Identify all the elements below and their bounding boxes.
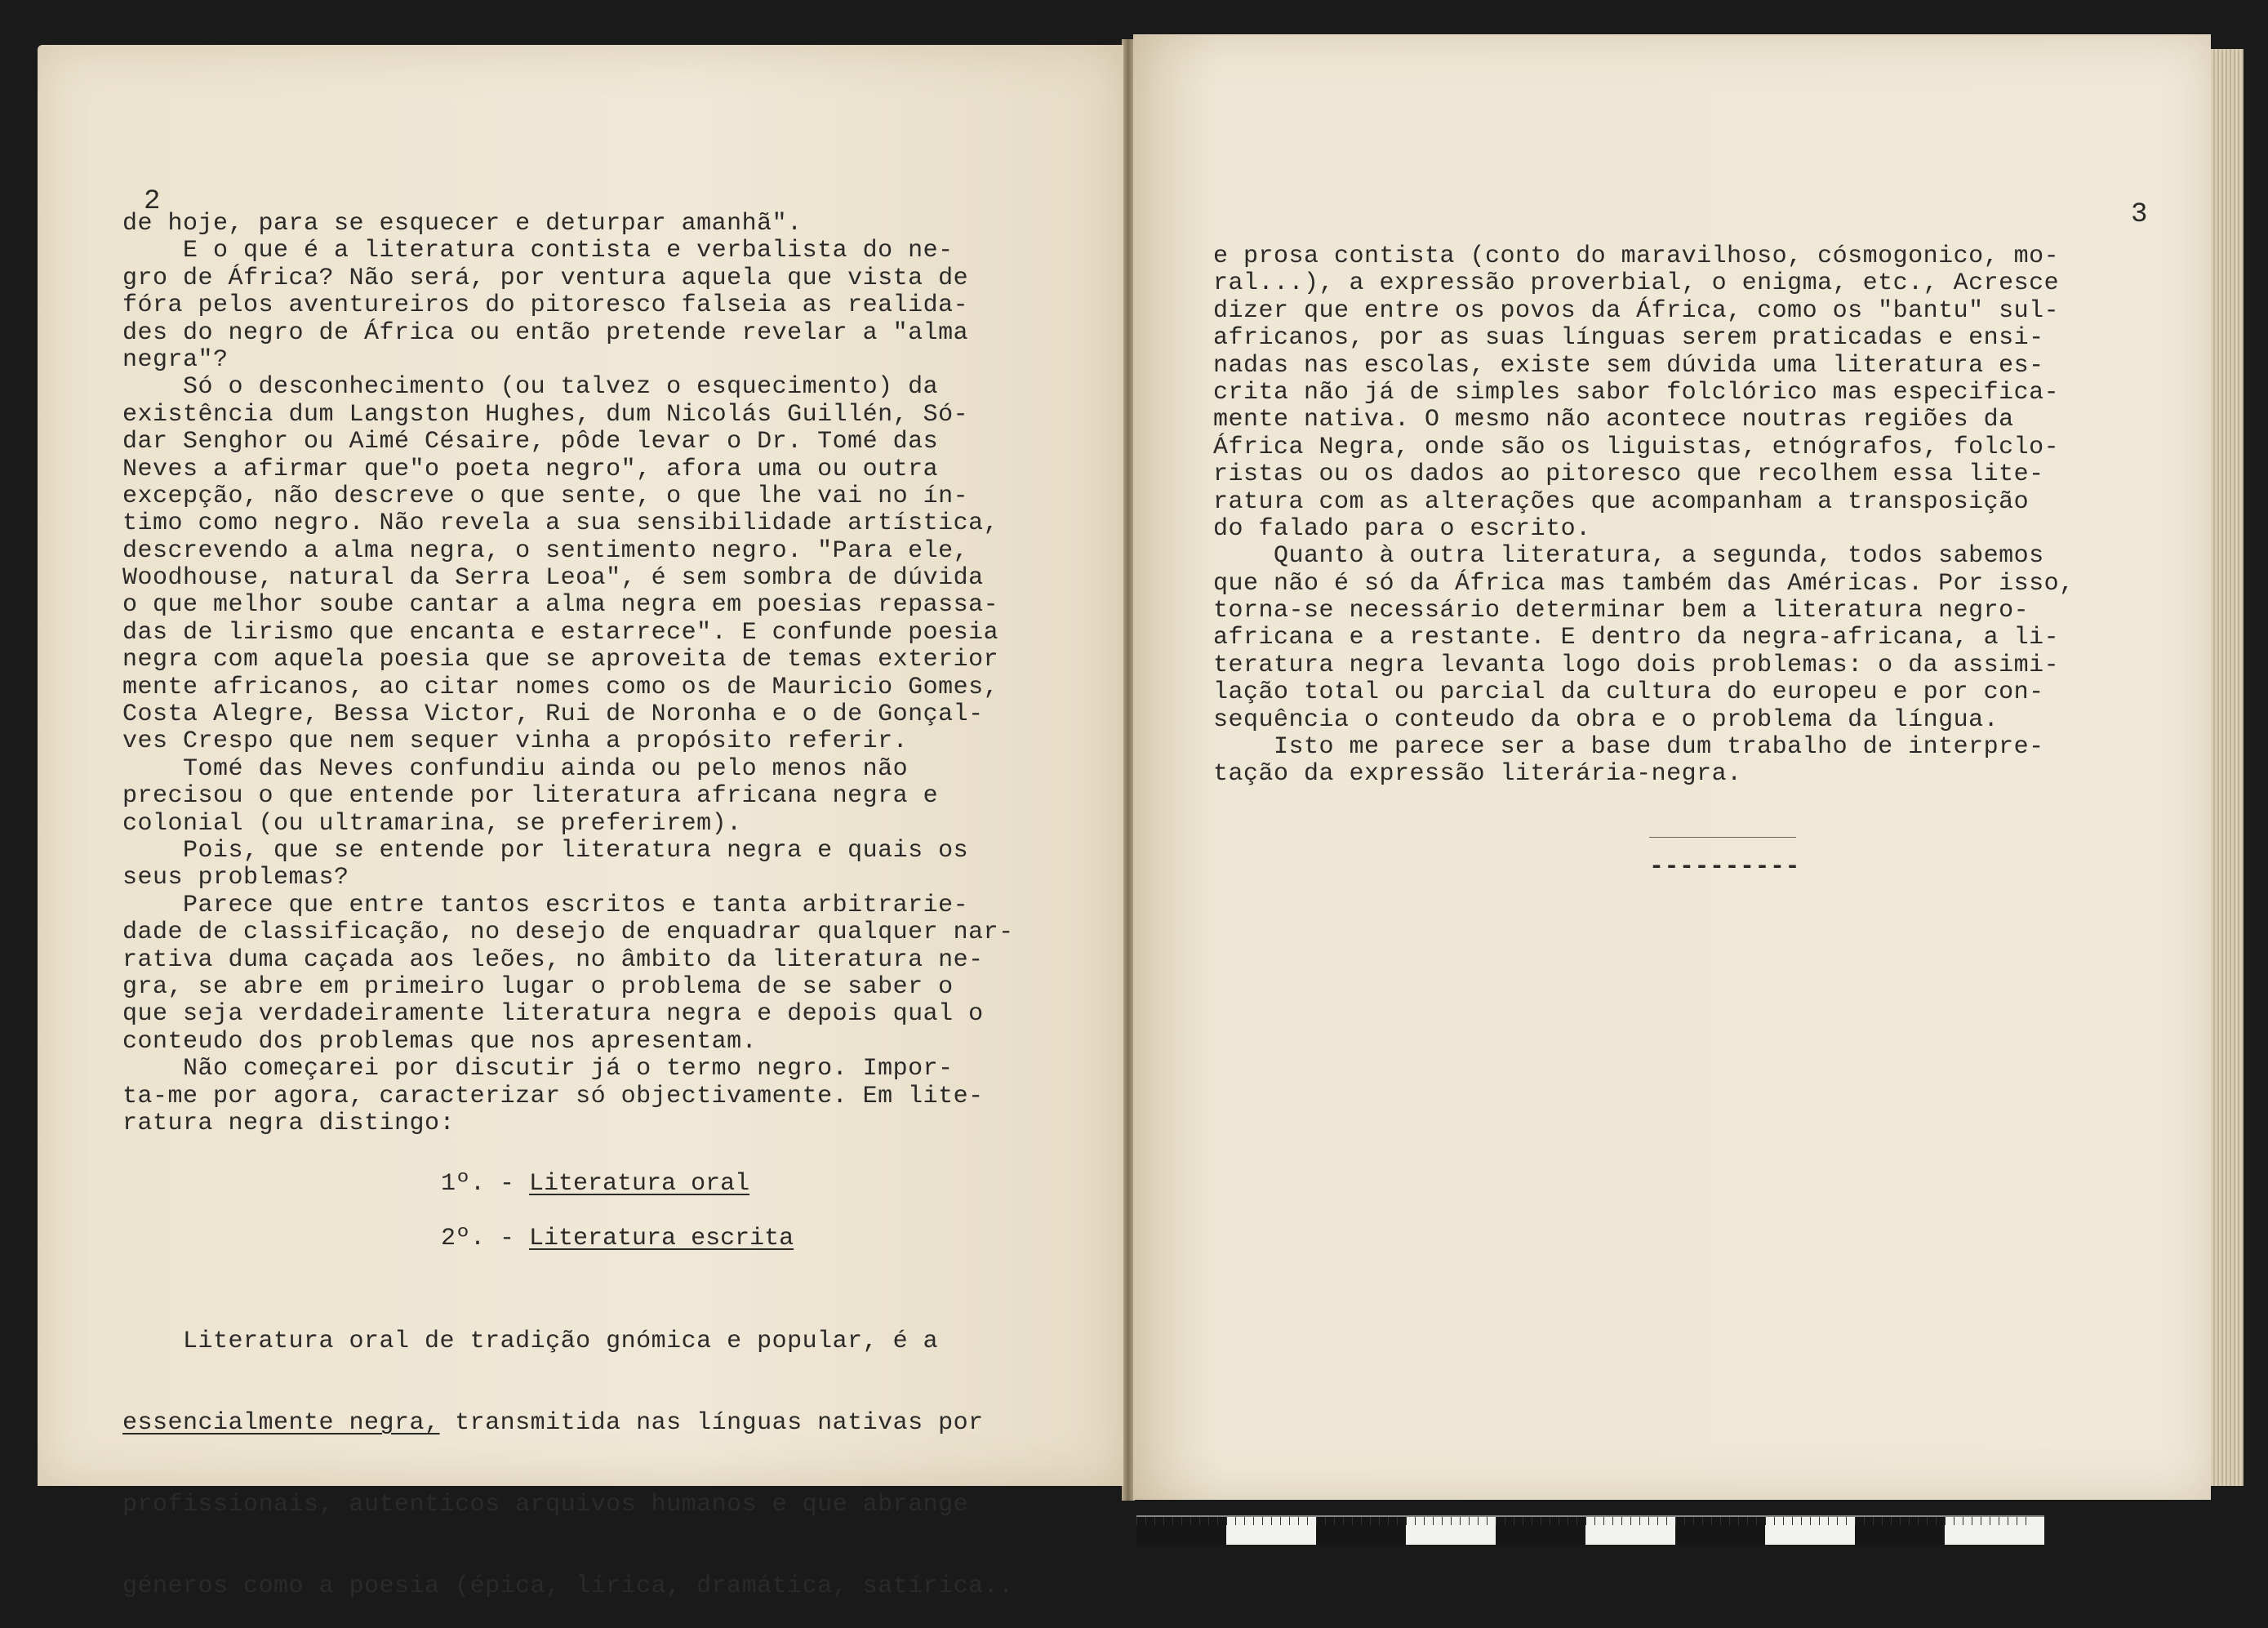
right-page-number: 3 (2131, 199, 2148, 230)
ruler-tick (1792, 1517, 1793, 1525)
text-line: dar Senghor ou Aimé Césaire, pôde levar o Dr. Tomé das (122, 428, 939, 456)
text-line: conteudo dos problemas que nos apresentam. (122, 1027, 758, 1056)
ruler-tick (1136, 1517, 1137, 1525)
ruler-tick (1379, 1517, 1380, 1525)
ruler-tick (1711, 1517, 1712, 1525)
ruler-tick (1900, 1517, 1901, 1525)
text-line: Pois, que se entende por literatura negra e quais os (122, 836, 969, 865)
ruler-tick (1783, 1517, 1784, 1525)
ruler-tick (1172, 1517, 1173, 1525)
ruler-tick (1891, 1517, 1892, 1525)
ruler-tick (1244, 1517, 1245, 1525)
ruler-tick (1487, 1517, 1488, 1525)
ruler-tick (1361, 1517, 1362, 1525)
ruler-tick (1208, 1517, 1209, 1525)
ruler-tick (1469, 1517, 1470, 1525)
ruler-tick (1855, 1517, 1856, 1525)
text-line: géneros como a poesia (épica, lírica, dramática, satírica.. (122, 1572, 1014, 1601)
text-line: africana e a restante. E dentro da negra-africana, a li- (1213, 624, 2060, 652)
ruler-tick (1693, 1517, 1694, 1525)
text-line: africanos, por as suas línguas serem praticadas e ensi- (1213, 324, 2044, 353)
ruler-tick (1352, 1517, 1353, 1525)
text-line: gro de África? Não será, por ventura aquela que vista de (122, 264, 969, 292)
ruler-tick (1612, 1517, 1613, 1525)
ruler-tick (1406, 1517, 1407, 1525)
ruler-tick (1621, 1517, 1622, 1525)
ruler-tick (1370, 1517, 1371, 1525)
ruler-tick (1478, 1517, 1479, 1525)
ruler-tick (1756, 1517, 1757, 1525)
list-item-written (441, 1225, 794, 1252)
ruler-tick (1927, 1517, 1928, 1525)
text-line: E o que é a literatura contista e verbalista do ne- (122, 237, 954, 265)
text-line: que não é só da África mas também das Américas. Por isso, (1213, 569, 2075, 598)
text-line: ristas ou os dados ao pitoresco que recolhem essa lite- (1213, 460, 2044, 489)
ruler-tick (1666, 1517, 1667, 1525)
list-item-number: 1º. - (441, 1170, 530, 1198)
ruler-tick (1702, 1517, 1703, 1525)
ruler-tick (1945, 1517, 1946, 1525)
text-line: Neves a afirmar que"o poeta negro", afora uma ou outra (122, 455, 939, 483)
text-line: Tomé das Neves confundiu ainda ou pelo menos não (122, 754, 909, 783)
ruler-tick (1576, 1517, 1577, 1525)
scale-ruler (1136, 1515, 2044, 1545)
ruler-tick (1828, 1517, 1829, 1525)
text-line: precisou o que entende por literatura africana negra e (122, 782, 939, 811)
text-line: negra"? (122, 345, 229, 374)
ruler-tick (1235, 1517, 1236, 1525)
ruler-tick (1594, 1517, 1595, 1525)
ruler-tick (1217, 1517, 1218, 1525)
ruler-tick (1262, 1517, 1263, 1525)
ruler-tick (1226, 1517, 1227, 1525)
separator-rule (1649, 837, 1796, 838)
text-fragment: transmitida nas línguas nativas por (439, 1409, 984, 1438)
text-line: teratura negra levanta logo dois problemas: o da assimi- (1213, 651, 2060, 679)
ruler-tick (1415, 1517, 1416, 1525)
text-line: descrevendo a alma negra, o sentimento negro. "Para ele, (122, 536, 969, 565)
text-line: de hoje, para se esquecer e deturpar amanhã". (122, 210, 803, 238)
text-line: Não começarei por discutir já o termo negro. Impor- (122, 1055, 954, 1083)
ruler-tick (1936, 1517, 1937, 1525)
text-line: Isto me parece ser a base dum trabalho de interpre- (1213, 733, 2044, 762)
ruler-tick (1433, 1517, 1434, 1525)
ruler-tick (1334, 1517, 1335, 1525)
text-line: Parece que entre tantos escritos e tanta arbitrarie- (122, 891, 969, 919)
ruler-tick (1307, 1517, 1308, 1525)
ruler-tick (1280, 1517, 1281, 1525)
ruler-tick (1810, 1517, 1811, 1525)
ruler-tick (1585, 1517, 1586, 1525)
ruler-tick (1765, 1517, 1766, 1525)
ruler-tick (1271, 1517, 1272, 1525)
ruler-tick (1873, 1517, 1874, 1525)
text-line: timo como negro. Não revela a sua sensibilidade artística, (122, 509, 999, 538)
text-line: profissionais, autenticos arquivos humanos e que abrange (122, 1491, 969, 1519)
text-line (122, 1410, 1014, 1437)
text-line: Costa Alegre, Bessa Victor, Rui de Noronha e o de Gonçal- (122, 701, 984, 729)
separator-dashes: ---------- (1649, 853, 1801, 881)
ruler-tick (1630, 1517, 1631, 1525)
text-line: existência dum Langston Hughes, dum Nicolás Guillén, Só- (122, 400, 969, 429)
text-line: mente nativa. O mesmo não acontece noutras regiões da (1213, 406, 2014, 434)
text-line: Só o desconhecimento (ou talvez o esquecimento) da (122, 373, 939, 402)
ruler-tick (1451, 1517, 1452, 1525)
text-line: Woodhouse, natural da Serra Leoa", é sem sombra de dúvida (122, 564, 984, 593)
ruler-tick (1747, 1517, 1748, 1525)
ruler-tick (1181, 1517, 1182, 1525)
left-page-body (122, 211, 1014, 1137)
ruler-tick (1397, 1517, 1398, 1525)
text-line: ral...), a expressão proverbial, o enigma, etc., Acresce (1213, 269, 2060, 298)
text-line: Quanto à outra literatura, a segunda, todos sabemos (1213, 542, 2044, 571)
ruler-tick (1774, 1517, 1775, 1525)
text-line: ves Crespo que nem sequer vinha a propósito referir. (122, 727, 909, 756)
ruler-tick (1424, 1517, 1425, 1525)
text-line: ta-me por agora, caracterizar só objectivamente. Em lite- (122, 1082, 984, 1110)
ruler-tick (1909, 1517, 1910, 1525)
text-line: que seja verdadeiramente literatura negra e depois qual o (122, 1000, 984, 1029)
left-page-number: 2 (144, 186, 161, 217)
ruler-tick (1388, 1517, 1389, 1525)
ruler-tick (1442, 1517, 1443, 1525)
text-line: ratura com as alterações que acompanham a transposição (1213, 487, 2030, 516)
text-line: do falado para o escrito. (1213, 514, 1591, 543)
ruler-tick (1846, 1517, 1847, 1525)
list-item-oral (441, 1170, 749, 1198)
ruler-tick (1603, 1517, 1604, 1525)
ruler-tick (1343, 1517, 1344, 1525)
page-edge-stack (2211, 49, 2244, 1486)
ruler-tick (1657, 1517, 1658, 1525)
text-line: dade de classificação, no desejo de enquadrar qualquer nar- (122, 919, 1014, 947)
ruler-tick (1325, 1517, 1326, 1525)
ruler-tick (1801, 1517, 1802, 1525)
ruler-tick (1837, 1517, 1838, 1525)
ruler-tick (1918, 1517, 1919, 1525)
ruler-tick (1819, 1517, 1820, 1525)
text-line: negra com aquela poesia que se aproveita de temas exterior (122, 646, 999, 674)
text-line: e prosa contista (conto do maravilhoso, cósmogonico, mo- (1213, 242, 2060, 270)
text-line: des do negro de África ou então pretende revelar a "alma (122, 318, 969, 347)
text-line: tação da expressão literária-negra. (1213, 760, 1742, 789)
ruler-tick (1720, 1517, 1721, 1525)
text-line: dizer que entre os povos da África, como os "bantu" sul- (1213, 296, 2060, 325)
ruler-tick (1316, 1517, 1317, 1525)
ruler-tick (1163, 1517, 1164, 1525)
ruler-tick (1460, 1517, 1461, 1525)
text-line: ratura negra distingo: (122, 1109, 456, 1137)
ruler-tick (1298, 1517, 1299, 1525)
text-line: África Negra, onde são os liguistas, etnógrafos, folclo- (1213, 433, 2060, 461)
list-item-label: Literatura escrita (529, 1225, 794, 1252)
ruler-tick (1154, 1517, 1155, 1525)
list-item-label: Literatura oral (529, 1170, 750, 1198)
text-line: fóra pelos aventureiros do pitoresco falseia as realida- (122, 291, 969, 320)
left-page-closing (122, 1274, 1014, 1628)
list-item-number: 2º. - (441, 1225, 530, 1252)
text-line: colonial (ou ultramarina, se preferirem). (122, 809, 742, 838)
text-line: sequência o conteudo da obra e o problema da língua. (1213, 705, 1999, 734)
text-line: Literatura oral de tradição gnómica e popular, é a (122, 1327, 939, 1355)
ruler-tick (1675, 1517, 1676, 1525)
text-line: crita não já de simples sabor folclórico mas especifica- (1213, 378, 2060, 407)
text-line: seus problemas? (122, 864, 349, 892)
ruler-tick (1639, 1517, 1640, 1525)
ruler-tick (1738, 1517, 1739, 1525)
ruler-tick (1684, 1517, 1685, 1525)
text-line: rativa duma caçada aos leões, no âmbito da literatura ne- (122, 945, 984, 974)
text-line: gra, se abre em primeiro lugar o problema de se saber o (122, 972, 954, 1001)
text-line: nadas nas escolas, existe sem dúvida uma literatura es- (1213, 351, 2044, 380)
right-page-body (1213, 243, 2075, 789)
ruler-tick (1253, 1517, 1254, 1525)
ruler-tick (1190, 1517, 1191, 1525)
ruler-tick (1648, 1517, 1649, 1525)
text-line: lação total ou parcial da cultura do europeu e por con- (1213, 678, 2044, 707)
ruler-tick (1882, 1517, 1883, 1525)
underlined-phrase: essencialmente negra, (122, 1409, 440, 1438)
ruler-tick (1199, 1517, 1200, 1525)
ruler-tick (1729, 1517, 1730, 1525)
text-line: excepção, não descreve o que sente, o que lhe vai no ín- (122, 482, 969, 510)
ruler-tick (1145, 1517, 1146, 1525)
text-line: o que melhor soube cantar a alma negra em poesias repassa- (122, 591, 999, 620)
text-line: mente africanos, ao citar nomes como os de Mauricio Gomes, (122, 673, 999, 701)
text-line: das de lirismo que encanta e estarrece". E confunde poesia (122, 618, 999, 647)
ruler-tick (1289, 1517, 1290, 1525)
ruler-tick (1864, 1517, 1865, 1525)
text-line: torna-se necessário determinar bem a literatura negro- (1213, 597, 2030, 625)
